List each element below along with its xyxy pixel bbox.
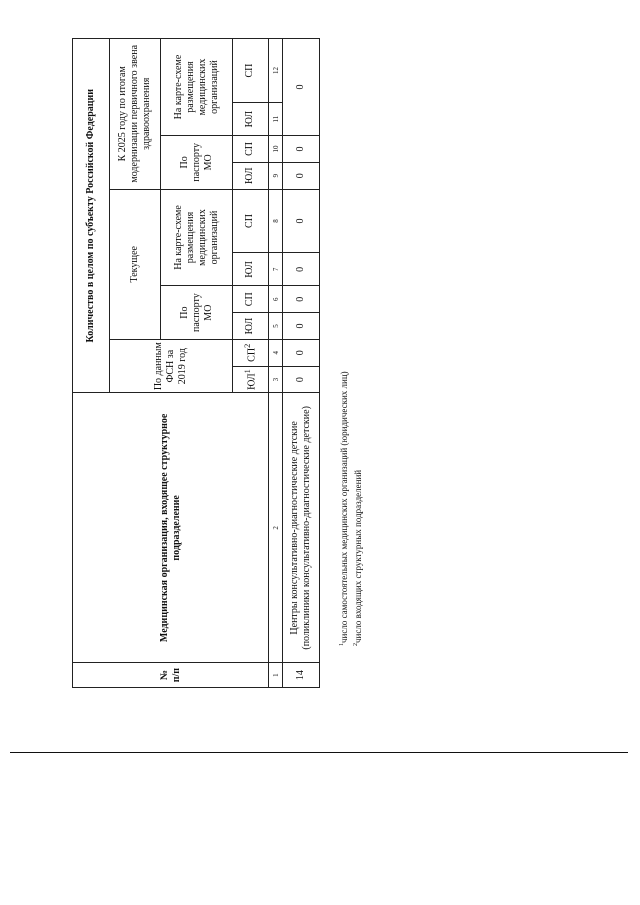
row-value: 0 (283, 366, 320, 393)
current-by-passport-header: По паспорту МО (161, 286, 232, 340)
current-by-map-header: На карте-схеме размещения медицинских организаций (161, 189, 232, 286)
fsn-header: По данным ФСН за 2019 год (109, 339, 232, 393)
row-org-name: Центры консультативно-диагностические детские (поликлиники консультативно-диагностические детские) (283, 393, 320, 663)
plan-passport-yul: ЮЛ (232, 162, 269, 189)
row-value: 0 (283, 189, 320, 253)
column-number: 8 (269, 189, 283, 253)
plan-passport-sp: СП (232, 136, 269, 163)
column-number: 1 (269, 663, 283, 688)
horizontal-divider (10, 752, 628, 753)
top-header: Количество в целом по субъекту Российской Федерации (73, 39, 110, 393)
row-value: 0 (283, 313, 320, 340)
plan-map-sp: СП (232, 39, 269, 103)
table-row (283, 39, 320, 688)
column-number: 12 (269, 39, 283, 103)
column-number: 4 (269, 339, 283, 366)
current-map-yul: ЮЛ (232, 253, 269, 286)
column-number: 11 (269, 103, 283, 136)
row-value: 0 (283, 39, 320, 136)
column-number: 6 (269, 286, 283, 313)
column-number: 7 (269, 253, 283, 286)
current-passport-sp: СП (232, 286, 269, 313)
footnote-1: $^1$число самостоятельных медицинских организаций (юридических лиц) (339, 371, 349, 646)
plan-by-map-header: На карте-схеме размещения медицинских организаций (161, 39, 232, 136)
col-org-header: Медицинская организация, входящее структурное подразделение (73, 393, 269, 663)
row-value: 0 (283, 253, 320, 286)
column-number: 5 (269, 313, 283, 340)
data-table (72, 38, 320, 688)
footnotes (336, 371, 396, 646)
column-number: 10 (269, 136, 283, 163)
row-value: 0 (283, 136, 320, 163)
plan-by-passport-header: По паспорту МО (161, 136, 232, 190)
plan-2025-header: К 2025 году по итогам модернизации первичного звена здравоохранения (109, 39, 161, 190)
current-header: Текущее (109, 189, 161, 339)
row-value: 0 (283, 286, 320, 313)
row-value: 0 (283, 339, 320, 366)
column-number: 2 (269, 393, 283, 663)
footnote-2: $^2$число входящих структурных подразделений (353, 469, 363, 646)
row-num: 14 (283, 663, 320, 688)
row-value: 0 (283, 162, 320, 189)
column-number: 3 (269, 366, 283, 393)
fsn-yul-header: $ЮЛ^1$ (232, 366, 269, 393)
column-number: 9 (269, 162, 283, 189)
current-map-sp: СП (232, 189, 269, 253)
current-passport-yul: ЮЛ (232, 313, 269, 340)
col-num-header: № п/п (73, 663, 269, 688)
fsn-sp-header: $СП^2$ (232, 339, 269, 366)
rotated-table-container (72, 38, 320, 688)
plan-map-yul: ЮЛ (232, 103, 269, 136)
